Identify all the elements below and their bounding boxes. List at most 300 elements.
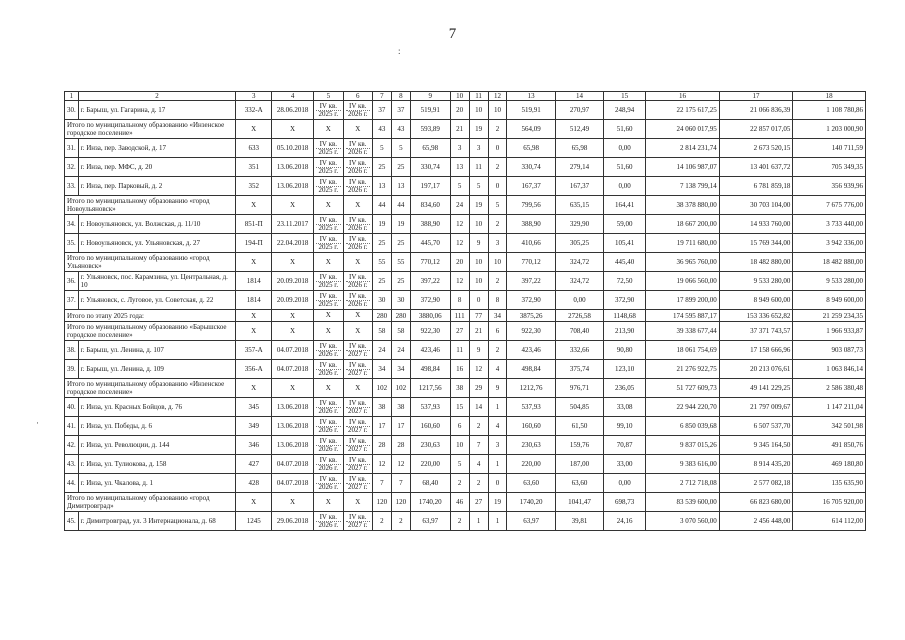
planned-end-year: 2026 г. xyxy=(346,110,370,118)
column-number-row xyxy=(65,92,866,101)
amount-c17: 153 336 652,82 xyxy=(719,310,793,322)
address-cell: г. Инза, ул. Тулиокова, д. 158 xyxy=(78,455,236,474)
amount-c17: 66 823 680,00 xyxy=(719,493,793,512)
amount-c17: 8 914 435,20 xyxy=(719,455,793,474)
planned-end xyxy=(343,493,372,512)
value-c12: 1 xyxy=(488,455,507,474)
planned-start-quarter: X xyxy=(325,326,331,335)
value-c14: 270,97 xyxy=(555,101,603,120)
column-number: 7 xyxy=(372,92,391,101)
value-c10: 20 xyxy=(450,101,469,120)
value-c12: 2 xyxy=(488,215,507,234)
column-number: 10 xyxy=(450,92,469,101)
table-row xyxy=(65,158,866,177)
planned-end-year: 2027 г. xyxy=(346,426,370,434)
row-number: 31. xyxy=(65,139,79,158)
value-c11: 11 xyxy=(469,158,488,177)
planned-start-quarter: X xyxy=(325,124,331,133)
planned-start xyxy=(314,196,343,215)
value-c11: 12 xyxy=(469,360,488,379)
column-number: 8 xyxy=(391,92,410,101)
planned-start xyxy=(314,360,343,379)
amount-c17: 9 345 164,50 xyxy=(719,436,793,455)
planned-end-quarter: X xyxy=(355,326,361,335)
amount-c16: 19 066 560,00 xyxy=(646,272,720,291)
document-date: 04.07.2018 xyxy=(272,341,314,360)
row-number: 37. xyxy=(65,291,79,310)
amount-c17: 13 401 637,72 xyxy=(719,158,793,177)
value-c12: 1 xyxy=(488,398,507,417)
planned-end-year: 2027 г. xyxy=(346,521,370,529)
planned-end-year: 2027 г. xyxy=(346,350,370,358)
value-c10: 12 xyxy=(450,215,469,234)
value-c13: 3875,26 xyxy=(507,310,555,322)
document-number: 1814 xyxy=(236,291,272,310)
value-c15: 248,94 xyxy=(604,101,646,120)
value-c15: 90,80 xyxy=(604,341,646,360)
amount-c17: 18 482 880,00 xyxy=(719,253,793,272)
document-number: X xyxy=(236,253,272,272)
planned-start-year: 2026 г. xyxy=(316,521,340,529)
planned-end-quarter: IV кв. xyxy=(349,360,367,369)
document-number: 194-П xyxy=(236,234,272,253)
amount-c16: 39 338 677,44 xyxy=(646,322,720,341)
value-c7: 25 xyxy=(372,234,391,253)
value-c8: 55 xyxy=(391,253,410,272)
planned-start xyxy=(314,291,343,310)
value-c12: 4 xyxy=(488,360,507,379)
planned-start-year: 2025 г. xyxy=(316,300,340,308)
value-c11: 2 xyxy=(469,474,488,493)
value-c9: 220,00 xyxy=(410,455,450,474)
column-number: 9 xyxy=(410,92,450,101)
amount-c18: 614 112,00 xyxy=(793,512,866,531)
value-c11: 1 xyxy=(469,512,488,531)
value-c13: 770,12 xyxy=(507,253,555,272)
value-c9: 65,98 xyxy=(410,139,450,158)
amount-c16: 19 711 680,00 xyxy=(646,234,720,253)
value-c12: 0 xyxy=(488,177,507,196)
row-number: 35. xyxy=(65,234,79,253)
table-row xyxy=(65,398,866,417)
table-row xyxy=(65,360,866,379)
planned-end xyxy=(343,101,372,120)
row-number: 32. xyxy=(65,158,79,177)
amount-c16: 22 175 617,25 xyxy=(646,101,720,120)
value-c8: 17 xyxy=(391,417,410,436)
scan-mark: : xyxy=(398,46,401,56)
value-c13: 230,63 xyxy=(507,436,555,455)
planned-start xyxy=(314,455,343,474)
document-date: X xyxy=(272,379,314,398)
amount-c17: 2 456 448,00 xyxy=(719,512,793,531)
value-c13: 160,60 xyxy=(507,417,555,436)
document-number: 1245 xyxy=(236,512,272,531)
value-c8: 30 xyxy=(391,291,410,310)
value-c15: 99,10 xyxy=(604,417,646,436)
value-c12: 2 xyxy=(488,120,507,139)
planned-end-year: 2026 г. xyxy=(346,148,370,156)
amount-c16: 83 539 600,00 xyxy=(646,493,720,512)
column-number: 1 xyxy=(65,92,79,101)
value-c15: 105,41 xyxy=(604,234,646,253)
planned-start xyxy=(314,234,343,253)
value-c7: 2 xyxy=(372,512,391,531)
value-c12: 0 xyxy=(488,139,507,158)
row-number: 44. xyxy=(65,474,79,493)
value-c13: 799,56 xyxy=(507,196,555,215)
value-c10: 21 xyxy=(450,120,469,139)
amount-c17: 2 577 082,18 xyxy=(719,474,793,493)
value-c8: 44 xyxy=(391,196,410,215)
value-c7: 55 xyxy=(372,253,391,272)
planned-end-year: 2027 г. xyxy=(346,445,370,453)
amount-c16: 51 727 609,73 xyxy=(646,379,720,398)
value-c15: 213,90 xyxy=(604,322,646,341)
value-c7: 43 xyxy=(372,120,391,139)
document-number: X xyxy=(236,493,272,512)
planned-end-quarter: IV кв. xyxy=(349,474,367,483)
planned-start xyxy=(314,139,343,158)
planned-end-quarter: IV кв. xyxy=(349,341,367,350)
row-number: 45. xyxy=(65,512,79,531)
value-c10: 11 xyxy=(450,341,469,360)
amount-c17: 17 158 666,96 xyxy=(719,341,793,360)
value-c9: 834,60 xyxy=(410,196,450,215)
amount-c17: 6 781 859,18 xyxy=(719,177,793,196)
planned-start-year: 2025 г. xyxy=(316,148,340,156)
amount-c16: 6 850 039,68 xyxy=(646,417,720,436)
column-number: 4 xyxy=(272,92,314,101)
planned-end-quarter: X xyxy=(355,311,361,319)
amount-c18: 469 180,80 xyxy=(793,455,866,474)
planned-end xyxy=(343,379,372,398)
planned-start xyxy=(314,177,343,196)
subtotal-label: Итого по муниципальному образованию «город Димитровград» xyxy=(65,493,236,512)
value-c11: 9 xyxy=(469,341,488,360)
amount-c17: 14 933 760,00 xyxy=(719,215,793,234)
value-c7: 5 xyxy=(372,139,391,158)
value-c8: 37 xyxy=(391,101,410,120)
amount-c16: 7 138 799,14 xyxy=(646,177,720,196)
value-c9: 372,90 xyxy=(410,291,450,310)
value-c11: 3 xyxy=(469,139,488,158)
subtotal-row xyxy=(65,253,866,272)
planned-start-year: 2026 г. xyxy=(316,445,340,453)
column-number: 5 xyxy=(314,92,343,101)
document-date: X xyxy=(272,196,314,215)
value-c9: 68,40 xyxy=(410,474,450,493)
planned-end xyxy=(343,234,372,253)
document-number: 1814 xyxy=(236,272,272,291)
address-cell: г. Новоульяновск, ул. Ульяновская, д. 27 xyxy=(78,234,236,253)
value-c10: 20 xyxy=(450,253,469,272)
value-c12: 10 xyxy=(488,101,507,120)
planned-end xyxy=(343,341,372,360)
amount-c18: 135 635,90 xyxy=(793,474,866,493)
planned-end-quarter: IV кв. xyxy=(349,436,367,445)
document-number: 332-А xyxy=(236,101,272,120)
value-c9: 388,90 xyxy=(410,215,450,234)
planned-start xyxy=(314,101,343,120)
address-cell: г. Инза, пер. Заводской, д. 17 xyxy=(78,139,236,158)
document-date: X xyxy=(272,493,314,512)
value-c8: 43 xyxy=(391,120,410,139)
value-c15: 70,87 xyxy=(604,436,646,455)
planned-end-quarter: X xyxy=(355,200,361,209)
address-cell: г. Инза, ул. Революции, д. 144 xyxy=(78,436,236,455)
value-c8: 120 xyxy=(391,493,410,512)
value-c10: 12 xyxy=(450,234,469,253)
value-c11: 9 xyxy=(469,234,488,253)
value-c9: 397,22 xyxy=(410,272,450,291)
scan-mark: · xyxy=(36,418,39,428)
page-number: 7 xyxy=(448,26,457,42)
value-c11: 19 xyxy=(469,120,488,139)
planned-end-quarter: X xyxy=(355,497,361,506)
planned-end xyxy=(343,398,372,417)
value-c15: 164,41 xyxy=(604,196,646,215)
row-number: 34. xyxy=(65,215,79,234)
planned-start-quarter: IV кв. xyxy=(319,139,338,148)
amount-c16: 9 837 015,26 xyxy=(646,436,720,455)
value-c13: 63,97 xyxy=(507,512,555,531)
planned-start-quarter: IV кв. xyxy=(319,417,338,426)
document-date: 22.04.2018 xyxy=(272,234,314,253)
value-c14: 39,81 xyxy=(555,512,603,531)
value-c10: 12 xyxy=(450,272,469,291)
value-c14: 708,40 xyxy=(555,322,603,341)
value-c12: 34 xyxy=(488,310,507,322)
planned-start-quarter: IV кв. xyxy=(319,436,338,445)
value-c8: 102 xyxy=(391,379,410,398)
address-cell: г. Инза, ул. Победы, д. 6 xyxy=(78,417,236,436)
planned-start-year: 2025 г. xyxy=(316,243,340,251)
amount-c16: 38 378 880,00 xyxy=(646,196,720,215)
document-number: X xyxy=(236,120,272,139)
value-c12: 8 xyxy=(488,291,507,310)
value-c10: 5 xyxy=(450,455,469,474)
document-date: 29.06.2018 xyxy=(272,512,314,531)
column-number: 18 xyxy=(793,92,866,101)
amount-c17: 49 141 229,25 xyxy=(719,379,793,398)
value-c8: 25 xyxy=(391,272,410,291)
planned-start-quarter: IV кв. xyxy=(319,158,338,167)
value-c12: 0 xyxy=(488,474,507,493)
table-row xyxy=(65,215,866,234)
value-c10: 24 xyxy=(450,196,469,215)
value-c14: 61,50 xyxy=(555,417,603,436)
row-number: 40. xyxy=(65,398,79,417)
amount-c16: 9 383 616,00 xyxy=(646,455,720,474)
value-c11: 21 xyxy=(469,322,488,341)
document-date: X xyxy=(272,253,314,272)
value-c12: 19 xyxy=(488,493,507,512)
value-c11: 77 xyxy=(469,310,488,322)
value-c8: 24 xyxy=(391,341,410,360)
value-c11: 19 xyxy=(469,196,488,215)
amount-c17: 21 066 836,39 xyxy=(719,101,793,120)
address-cell: г. Новоульяновск, ул. Волжская, д. 11/10 xyxy=(78,215,236,234)
planned-end xyxy=(343,436,372,455)
amount-c16: 18 667 200,00 xyxy=(646,215,720,234)
value-c10: 13 xyxy=(450,158,469,177)
value-c13: 519,91 xyxy=(507,101,555,120)
value-c13: 423,46 xyxy=(507,341,555,360)
value-c13: 1212,76 xyxy=(507,379,555,398)
planned-start-year: 2025 г. xyxy=(316,110,340,118)
address-cell: г. Барыш, ул. Ленина, д. 109 xyxy=(78,360,236,379)
column-number: 6 xyxy=(343,92,372,101)
value-c15: 0,00 xyxy=(604,139,646,158)
value-c8: 2 xyxy=(391,512,410,531)
table-row xyxy=(65,341,866,360)
value-c10: 16 xyxy=(450,360,469,379)
document-date: 13.06.2018 xyxy=(272,436,314,455)
planned-start-quarter: IV кв. xyxy=(319,512,338,521)
amount-c18: 1 966 933,87 xyxy=(793,322,866,341)
planned-end xyxy=(343,417,372,436)
planned-end xyxy=(343,120,372,139)
planned-end-year: 2026 г. xyxy=(346,224,370,232)
value-c9: 445,70 xyxy=(410,234,450,253)
planned-end-quarter: IV кв. xyxy=(349,291,367,300)
value-c12: 9 xyxy=(488,379,507,398)
value-c8: 5 xyxy=(391,139,410,158)
value-c11: 0 xyxy=(469,291,488,310)
amount-c17: 20 213 076,61 xyxy=(719,360,793,379)
value-c7: 30 xyxy=(372,291,391,310)
document-date: 28.06.2018 xyxy=(272,101,314,120)
planned-start xyxy=(314,215,343,234)
value-c10: 6 xyxy=(450,417,469,436)
value-c10: 27 xyxy=(450,322,469,341)
value-c15: 0,00 xyxy=(604,474,646,493)
planned-end xyxy=(343,177,372,196)
value-c13: 498,84 xyxy=(507,360,555,379)
address-cell: г. Ульяновск, пос. Карамзина, ул. Центральная, д. 10 xyxy=(78,272,236,291)
value-c14: 324,72 xyxy=(555,272,603,291)
document-number: X xyxy=(236,322,272,341)
value-c14: 324,72 xyxy=(555,253,603,272)
value-c13: 922,30 xyxy=(507,322,555,341)
document-number: X xyxy=(236,379,272,398)
value-c7: 37 xyxy=(372,101,391,120)
value-c9: 63,97 xyxy=(410,512,450,531)
value-c14: 332,66 xyxy=(555,341,603,360)
value-c14: 279,14 xyxy=(555,158,603,177)
value-c10: 10 xyxy=(450,436,469,455)
value-c8: 13 xyxy=(391,177,410,196)
value-c9: 197,17 xyxy=(410,177,450,196)
value-c8: 28 xyxy=(391,436,410,455)
planned-end-quarter: IV кв. xyxy=(349,455,367,464)
table-row xyxy=(65,291,866,310)
value-c13: 537,93 xyxy=(507,398,555,417)
column-number: 15 xyxy=(604,92,646,101)
row-number: 33. xyxy=(65,177,79,196)
value-c9: 498,84 xyxy=(410,360,450,379)
planned-start-quarter: IV кв. xyxy=(319,474,338,483)
value-c15: 123,10 xyxy=(604,360,646,379)
document-number: 851-П xyxy=(236,215,272,234)
planned-end xyxy=(343,474,372,493)
value-c11: 10 xyxy=(469,215,488,234)
document-date: 20.09.2018 xyxy=(272,272,314,291)
planned-end-quarter: IV кв. xyxy=(349,398,367,407)
address-cell: г. Инза, пер. МФС, д. 20 xyxy=(78,158,236,177)
planned-start xyxy=(314,272,343,291)
value-c13: 220,00 xyxy=(507,455,555,474)
value-c8: 12 xyxy=(391,455,410,474)
planned-start xyxy=(314,474,343,493)
planned-start xyxy=(314,341,343,360)
value-c9: 3880,06 xyxy=(410,310,450,322)
value-c10: 5 xyxy=(450,177,469,196)
value-c15: 1148,68 xyxy=(604,310,646,322)
planned-start xyxy=(314,253,343,272)
value-c8: 7 xyxy=(391,474,410,493)
amount-c16: 174 595 887,17 xyxy=(646,310,720,322)
planned-start-year: 2025 г. xyxy=(316,281,340,289)
subtotal-row xyxy=(65,310,866,322)
subtotal-row xyxy=(65,493,866,512)
amount-c17: 6 507 537,70 xyxy=(719,417,793,436)
value-c7: 12 xyxy=(372,455,391,474)
value-c7: 38 xyxy=(372,398,391,417)
value-c7: 44 xyxy=(372,196,391,215)
planned-end xyxy=(343,512,372,531)
value-c12: 2 xyxy=(488,341,507,360)
value-c14: 65,98 xyxy=(555,139,603,158)
value-c7: 24 xyxy=(372,341,391,360)
table-row xyxy=(65,139,866,158)
planned-end-quarter: IV кв. xyxy=(349,139,367,148)
planned-start-quarter: IV кв. xyxy=(319,291,338,300)
value-c7: 25 xyxy=(372,158,391,177)
amount-c16: 3 070 560,00 xyxy=(646,512,720,531)
value-c8: 58 xyxy=(391,322,410,341)
amount-c16: 24 060 017,95 xyxy=(646,120,720,139)
address-cell: г. Барыш, ул. Ленина, д. 107 xyxy=(78,341,236,360)
planned-end-quarter: IV кв. xyxy=(349,272,367,281)
amount-c17: 21 797 009,67 xyxy=(719,398,793,417)
document-date: 04.07.2018 xyxy=(272,455,314,474)
planned-start-quarter: IV кв. xyxy=(319,215,338,224)
value-c8: 25 xyxy=(391,234,410,253)
planned-start-year: 2025 г. xyxy=(316,167,340,175)
planned-end-quarter: IV кв. xyxy=(349,234,367,243)
planned-end-quarter: IV кв. xyxy=(349,512,367,521)
value-c15: 698,73 xyxy=(604,493,646,512)
planned-end xyxy=(343,322,372,341)
address-cell: г. Инза, пер. Парковый, д. 2 xyxy=(78,177,236,196)
planned-start-year: 2025 г. xyxy=(316,186,340,194)
value-c9: 160,60 xyxy=(410,417,450,436)
column-number: 14 xyxy=(555,92,603,101)
document-number: 351 xyxy=(236,158,272,177)
amount-c18: 9 533 280,00 xyxy=(793,272,866,291)
planned-start-quarter: IV кв. xyxy=(319,101,338,110)
amount-c17: 8 949 600,00 xyxy=(719,291,793,310)
value-c10: 3 xyxy=(450,139,469,158)
value-c15: 24,16 xyxy=(604,512,646,531)
document-number: 352 xyxy=(236,177,272,196)
planned-end xyxy=(343,291,372,310)
row-number: 30. xyxy=(65,101,79,120)
value-c11: 14 xyxy=(469,398,488,417)
row-number: 41. xyxy=(65,417,79,436)
